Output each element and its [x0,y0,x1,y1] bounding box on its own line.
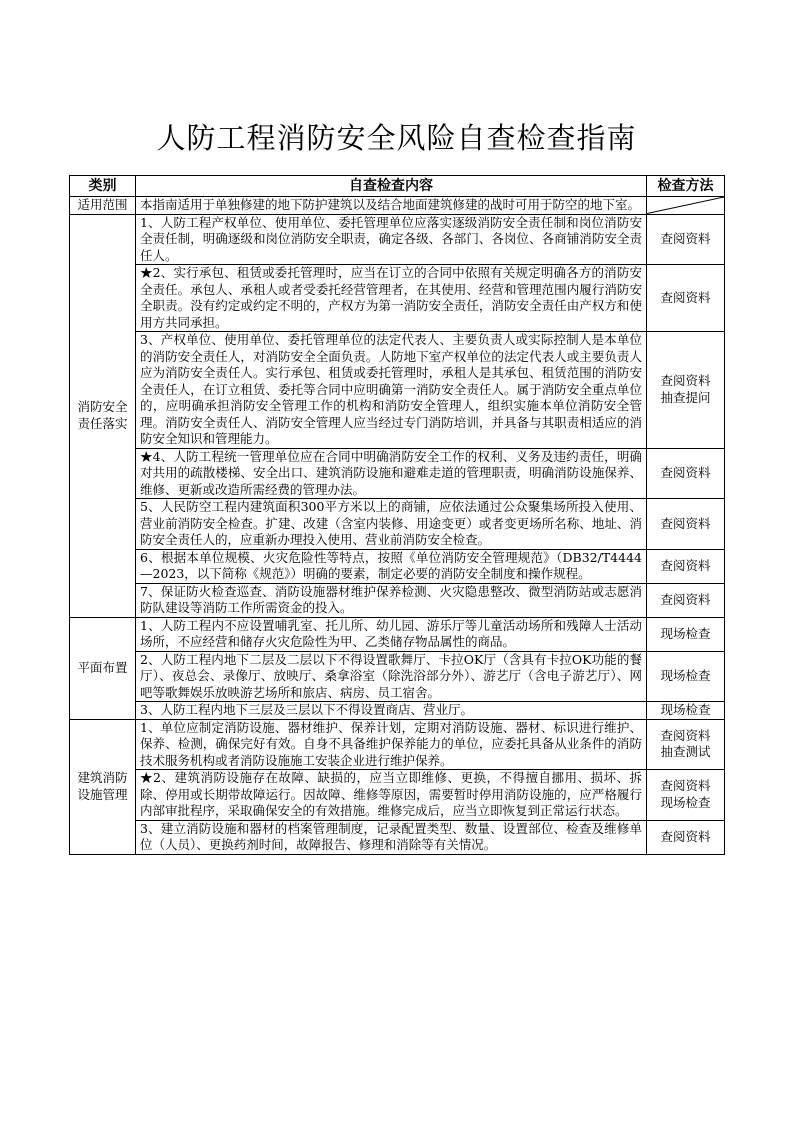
content-cell: 3、建立消防设施和器材的档案管理制度，记录配置类型、数量、设置部位、检查及维修单位（人员）、更换药剂时间，故障报告、修理和消除等有关情况。 [136,820,647,854]
table-row [70,265,725,332]
content-cell: ★4、人防工程统一管理单位应在合同中明确消防安全工作的权利、义务及违约责任，明确对共用的疏散楼梯、安全出口、建筑消防设施和避难走道的管理职责，明确消防设施保养、维修、更新或改造所需经费的管理办法。 [136,448,647,499]
table-row [70,549,725,583]
method-cell: 查阅资料 [647,265,725,332]
table-header-row [70,176,725,197]
category-cell: 消防安全责任落实 [70,214,136,617]
method-cell: 查阅资料 抽查测试 [647,719,725,770]
method-cell: 查阅资料 [647,583,725,617]
method-cell: 查阅资料 抽查提问 [647,332,725,449]
table-row [70,214,725,265]
method-cell: 查阅资料 [647,549,725,583]
content-cell: 7、保证防火检查巡查、消防设施器材维护保养检测、火灾隐患整改、微型消防站或志愿消防队建设等消防工作所需资金的投入。 [136,583,647,617]
method-cell: 现场检查 [647,702,725,720]
content-cell: 1、人防工程产权单位、使用单位、委托管理单位应落实逐级消防安全责任制和岗位消防安全责任制，明确逐级和岗位消防安全职责，确定各级、各部门、各岗位、各商铺消防安全责任人。 [136,214,647,265]
content-cell: 5、人民防空工程内建筑面积300平方米以上的商铺，应依法通过公众聚集场所投入使用、营业前消防安全检查。扩建、改建（含室内装修、用途变更）或者变更场所名称、地址、消防安全责任人的，应重新办理投入使用、营业前消防安全检查。 [136,499,647,550]
category-cell: 建筑消防设施管理 [70,719,136,854]
table-row [70,820,725,854]
page-title: 人防工程消防安全风险自查检查指南 [156,121,637,155]
content-cell: 6、根据本单位规模、火灾危险性等特点，按照《单位消防安全管理规范》（DB32/T4444—2023，以下简称《规范》）明确的要素，制定必要的消防安全制度和操作规程。 [136,549,647,583]
content-cell: 3、产权单位、使用单位、委托管理单位的法定代表人、主要负责人或实际控制人是本单位的消防安全责任人，对消防安全全面负责。人防地下室产权单位的法定代表人或主要负责人应为消防安全责任人。实行承包、租赁或委托管理时，承租人是其承包、租赁范围的消防安全责任人，在订立租赁、委托等合同中应明确第一消防安全责任人。属于消防安全重点单位的，应明确承担消防安全管理工作的机构和消防安全管理人，组织实施本单位消防安全管理。消防安全责任人、消防安全管理人应当经过专门消防培训，并具备与其职责相适应的消防安全知识和管理能力。 [136,332,647,449]
method-cell: 查阅资料 [647,214,725,265]
table-row [70,651,725,702]
content-cell: 3、人防工程内地下三层及三层以下不得设置商店、营业厅。 [136,702,647,720]
table-row [70,448,725,499]
header-content: 自查检查内容 [136,176,647,197]
method-cell: 现场检查 [647,617,725,651]
table-row [70,583,725,617]
scope-method-empty [647,197,725,215]
content-cell: ★2、实行承包、租赁或委托管理时，应当在订立的合同中依照有关规定明确各方的消防安全责任。承包人、承租人或者受委托经营管理者，在其使用、经营和管理范围内履行消防安全职责。没有约定或约定不明的，产权方为第一消防安全责任，消防安全责任由产权方和使用方共同承担。 [136,265,647,332]
method-cell: 查阅资料 [647,499,725,550]
header-category: 类别 [70,176,136,197]
diagonal-line [647,197,724,214]
method-cell: 查阅资料 现场检查 [647,770,725,821]
table-row [70,617,725,651]
inspection-table [69,175,725,855]
method-cell: 查阅资料 [647,448,725,499]
content-cell: 1、人防工程内不应设置哺乳室、托儿所、幼儿园、游乐厅等儿童活动场所和残障人士活动场所，不应经营和储存火灾危险性为甲、乙类储存物品属性的商品。 [136,617,647,651]
content-cell: 2、人防工程内地下二层及二层以下不得设置歌舞厅、卡拉OK厅（含具有卡拉OK功能的餐厅）、夜总会、录像厅、放映厅、桑拿浴室（除洗浴部分外）、游艺厅（含电子游艺厅）、网吧等歌舞娱乐放映游艺场所和旅店、病房、员工宿舍。 [136,651,647,702]
table-row [70,702,725,720]
table-row [70,719,725,770]
table-row [70,770,725,821]
method-cell: 查阅资料 [647,820,725,854]
table-row [70,499,725,550]
method-cell: 现场检查 [647,651,725,702]
category-cell: 平面布置 [70,617,136,719]
scope-category: 适用范围 [70,197,136,215]
table-row [70,332,725,449]
scope-row [70,197,725,215]
header-method: 检查方法 [647,176,725,197]
content-cell: ★2、建筑消防设施存在故障、缺损的，应当立即维修、更换，不得擅自挪用、损坏、拆除、停用或长期带故障运行。因故障、维修等原因，需要暂时停用消防设施的，应严格履行内部审批程序，采取确保安全的有效措施。维修完成后，应当立即恢复到正常运行状态。 [136,770,647,821]
scope-content: 本指南适用于单独修建的地下防护建筑以及结合地面建筑修建的战时可用于防空的地下室。 [136,197,647,215]
content-cell: 1、单位应制定消防设施、器材维护、保养计划，定期对消防设施、器材、标识进行维护、保养、检测，确保完好有效。自身不具备维护保养能力的单位，应委托具备从业条件的消防技术服务机构或者消防设施施工安装企业进行维护保养。 [136,719,647,770]
